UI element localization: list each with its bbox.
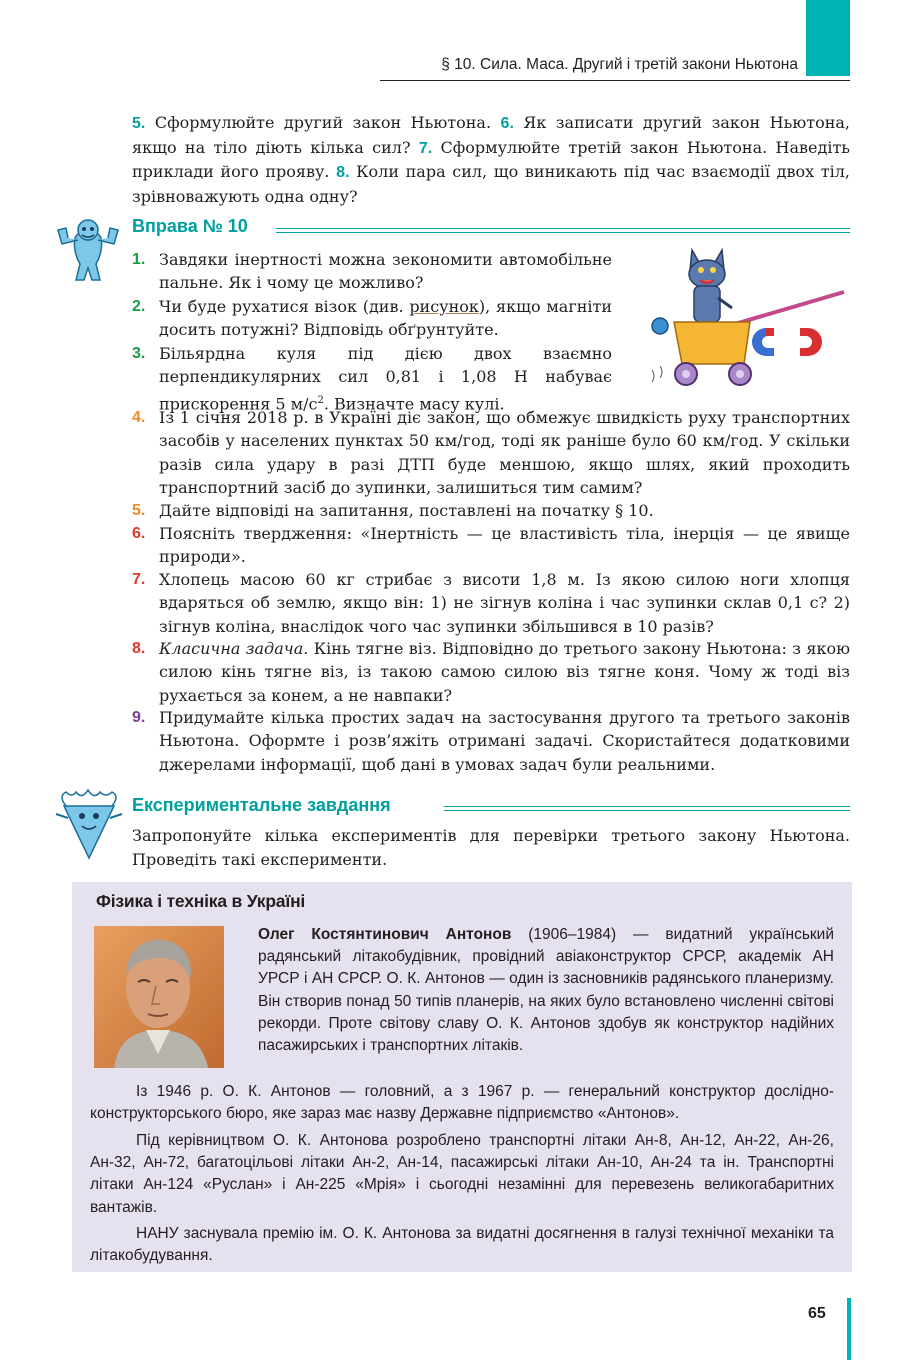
box-paragraph-text: (1906–1984) — видатний український радянський літакобудівник, провідний авіаконструктор СРСР, академік АН УРСР і АН СРСР. О. К. Антонов — один із засновників радянського планеризму. Він створив понад 50 типів планерів, на яких було встановлено численні світові рекорди. Проте світову славу О. К. Антонов здобув як конструктор надійних пасажирських і транспортних літаків. bbox=[258, 926, 834, 1055]
antonov-portrait-photo bbox=[94, 926, 224, 1068]
box-paragraph-1 bbox=[258, 924, 834, 1057]
exercise-text: Завдяки інертності можна зекономити автомобільне пальне. Як і чому це можливо? bbox=[159, 250, 612, 293]
question-text: Як записати другий закон Ньютона, якщо на тіло діють кілька сил? bbox=[132, 113, 851, 157]
exercise-number: 7. bbox=[132, 571, 146, 588]
exercise-text-part: Більярдна куля під дією двох взаємно перпендикулярних сил 0,81 і 1,08 Н набуває прискорення 5 м/с bbox=[159, 344, 612, 414]
mascot-experiment-icon bbox=[52, 788, 126, 862]
exercise-number: 6. bbox=[132, 525, 146, 542]
exercise-text-part: Кінь тягне віз. Відповідно до третього закону Ньютона: з якою силою кінь тягне віз, із такою самою силою віз тягне коня. Чому ж тоді віз рухається за конем, а не навпаки? bbox=[159, 639, 850, 705]
page-number: 65 bbox=[808, 1305, 826, 1322]
question-text: Сформулюйте третій закон Ньютона. Наведіть приклади його прояву. bbox=[132, 137, 851, 182]
exercise-item bbox=[132, 248, 612, 296]
exercise-number: 1. bbox=[132, 251, 146, 268]
exercise-item bbox=[132, 295, 612, 343]
exercise-text-part: Чи буде рухатися візок (див. bbox=[159, 297, 410, 316]
exercise-title: Вправа № 10 bbox=[132, 216, 248, 236]
exercise-text: Із 1 січня 2018 р. в Україні діє закон, що обмежує швидкість руху транспортних засобів у населених пунктах 50 км/год, тоді як раніше було 60 км/год. У скільки разів сила удару в разі ДТП буде меншою, якщо шлях, який проходить транспортний засіб до зупинки, залишиться тим самим? bbox=[159, 408, 850, 498]
cat-cart-magnet-illustration bbox=[648, 248, 848, 396]
exercise-item bbox=[132, 522, 850, 570]
person-name: Олег Костянтинович Антонов bbox=[258, 926, 512, 943]
question-number: 7. bbox=[418, 139, 433, 157]
exercise-item bbox=[132, 706, 850, 776]
exercise-italic-label: Класична задача. bbox=[159, 639, 309, 658]
chapter-tab bbox=[806, 0, 850, 76]
box-title: Фізика і техніка в Україні bbox=[96, 891, 306, 911]
exercise-text: Поясніть твердження: «Інертність — це властивість тіла, інерція — це явище природи». bbox=[159, 524, 850, 567]
mascot-strongman-icon bbox=[48, 214, 126, 286]
exercise-title-rule bbox=[276, 228, 850, 233]
exercise-number: 2. bbox=[132, 298, 146, 315]
question-text: Сформулюйте другий закон Ньютона. bbox=[154, 113, 492, 132]
exercise-number: 8. bbox=[132, 640, 146, 657]
superscript: 2 bbox=[317, 394, 324, 406]
exercise-text-part: . Визначте масу кулі. bbox=[323, 394, 505, 414]
exercise-item bbox=[132, 342, 612, 412]
exercise-text: Придумайте кілька простих задач на застосування другого та третього законів Ньютона. Оформте і розв’яжіть отримані задачі. Скористайтеся додатковими джерелами інформації, щоб дані в умовах задач були реальними. bbox=[159, 708, 850, 774]
question-number: 5. bbox=[132, 115, 146, 132]
exercise-text bbox=[159, 637, 850, 707]
exercise-item bbox=[132, 568, 850, 638]
running-header: § 10. Сила. Маса. Другий і третій закони Ньютона bbox=[441, 56, 798, 73]
exercise-text bbox=[159, 342, 612, 416]
question-number: 6. bbox=[500, 115, 514, 132]
exercise-text: Хлопець масою 60 кг стрибає з висоти 1,8 м. Із якою силою ноги хлопця вдаряться об землю, якщо він: 1) не зігнув коліна і час зупинки склав 0,1 с? 2) зігнув коліна, внаслідок чого час зупинки збільшився в 10 разів? bbox=[159, 570, 850, 636]
exercise-item bbox=[132, 406, 850, 500]
exercise-number: 5. bbox=[132, 502, 146, 519]
exercise-text: Дайте відповіді на запитання, поставлені на початку § 10. bbox=[159, 501, 654, 520]
box-paragraph-3: Під керівництвом О. К. Антонова розроблено транспортні літаки Ан-8, Ан-12, Ан-22, Ан-26, Ан-32, Ан-72, багатоцільові літаки Ан-2, Ан-14, пасажирські літаки Ан-10, Ан-24 та ін. Транспортні літаки Ан-124 «Руслан» і Ан-225 «Мрія» і сьогодні незамінні для перевезень великогабаритних вантажів. bbox=[90, 1132, 834, 1216]
intro-questions bbox=[132, 111, 850, 208]
exercise-item bbox=[132, 637, 850, 707]
question-text: Коли пара сил, що виникають під час взаємодії двох тіл, зрівноважують одна одну? bbox=[132, 162, 850, 206]
experiment-title-rule bbox=[444, 806, 850, 811]
box-paragraph-2: Із 1946 р. О. К. Антонов — головний, а з 1967 р. — генеральний конструктор дослідно-конструкторського бюро, яке зараз має назву Державне підприємство «Антонов». bbox=[90, 1083, 834, 1123]
exercise-item bbox=[132, 499, 850, 523]
exercise-number: 3. bbox=[132, 345, 146, 362]
header-rule bbox=[380, 80, 850, 81]
exercise-number: 9. bbox=[132, 709, 146, 726]
exercise-text bbox=[159, 295, 612, 342]
page-number-bar bbox=[847, 1298, 851, 1360]
exercise-number: 4. bbox=[132, 409, 146, 426]
exercise-text-part: ), якщо магніти досить потужні? Відповідь обґрунтуйте. bbox=[159, 297, 612, 340]
figure-link[interactable]: рисунок bbox=[409, 297, 479, 316]
box-paragraph-4: НАНУ заснувала премію ім. О. К. Антонова за видатні досягнення в галузі технічної механіки та літакобудування. bbox=[90, 1225, 834, 1265]
experiment-title: Експериментальне завдання bbox=[132, 795, 391, 815]
question-number: 8. bbox=[336, 164, 350, 182]
experiment-text: Запропонуйте кілька експериментів для перевірки третього закону Ньютона. Проведіть такі експерименти. bbox=[132, 826, 850, 869]
